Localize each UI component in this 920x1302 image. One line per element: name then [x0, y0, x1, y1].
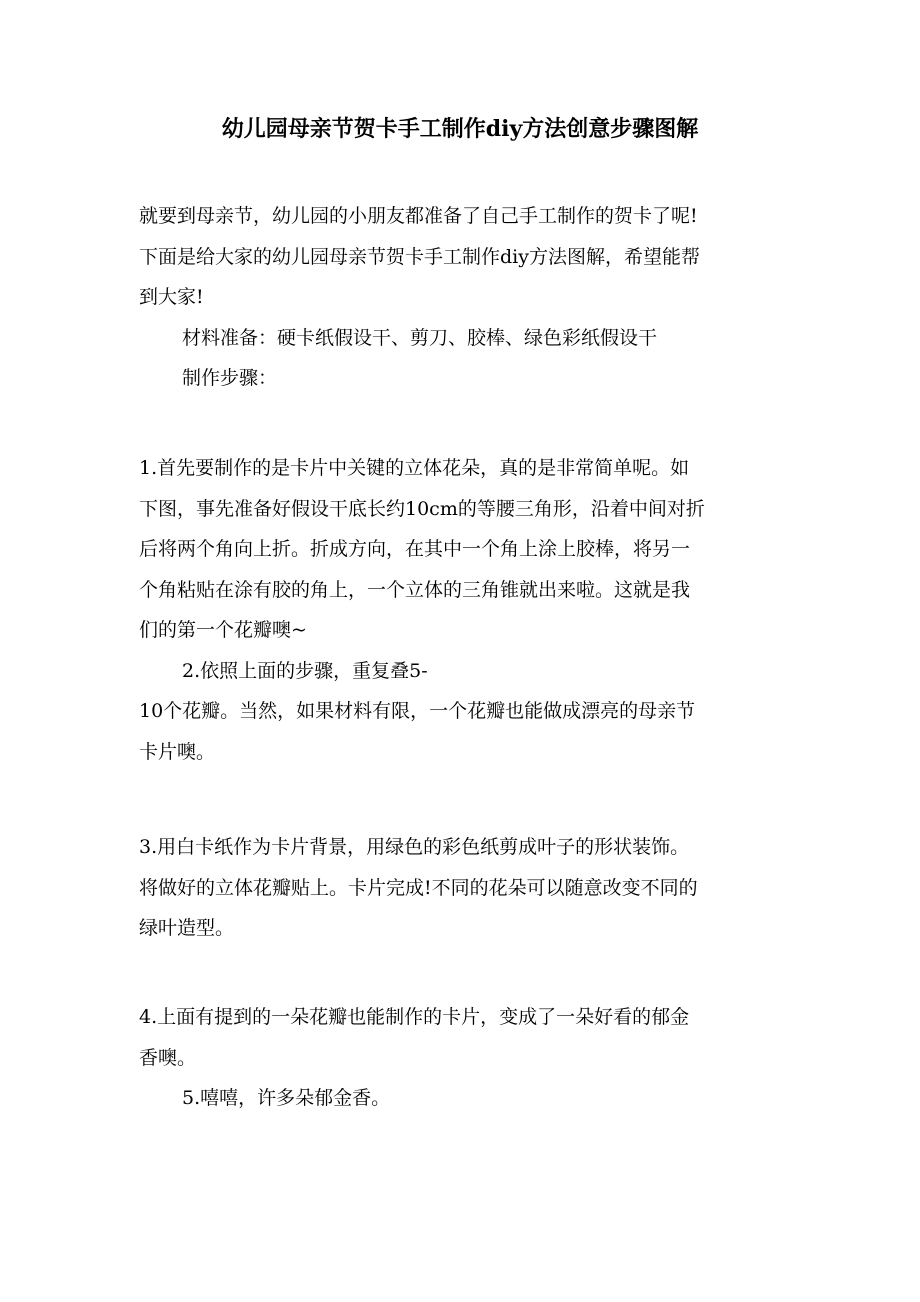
step-3-line: 3.用白卡纸作为卡片背景，用绿色的彩色纸剪成叶子的形状装饰。: [139, 836, 690, 858]
step-4-line: 4.上面有提到的一朵花瓣也能制作的卡片，变成了一朵好看的郁金: [139, 1006, 690, 1028]
intro-line: 到大家!: [139, 286, 204, 308]
step-4-line: 香噢。: [139, 1046, 197, 1069]
step-2-line: 10个花瓣。当然，如果材料有限，一个花瓣也能做成漂亮的母亲节: [139, 700, 696, 722]
steps-heading: 制作步骤：: [182, 367, 278, 389]
step-1-line: 个角粘贴在涂有胶的角上，一个立体的三角锥就出来啦。这就是我: [139, 578, 691, 601]
step-1-paragraph: [139, 448, 779, 772]
step-3-line: 将做好的立体花瓣贴上。卡片完成!不同的花朵可以随意改变不同的: [139, 876, 698, 899]
step-4-paragraph: [139, 997, 779, 1119]
intro-line: 就要到母亲节，幼儿园的小朋友都准备了自己手工制作的贺卡了呢!: [139, 205, 698, 227]
step-1-line: 们的第一个花瓣噢~: [139, 619, 307, 641]
document-title: 幼儿园母亲节贺卡手工制作diy方法创意步骤图解: [221, 116, 699, 142]
intro-paragraph: [139, 196, 779, 399]
intro-line: 下面是给大家的幼儿园母亲节贺卡手工制作diy方法图解，希望能帮: [139, 245, 700, 268]
step-1-line: 后将两个角向上折。折成方向，在其中一个角上涂上胶棒，将另一: [139, 538, 691, 560]
materials-line: 材料准备：硬卡纸假设干、剪刀、胶棒、绿色彩纸假设干: [182, 326, 658, 349]
step-2-line: 卡片噢。: [139, 740, 216, 763]
step-2-line: 2.依照上面的步骤，重复叠5-: [182, 659, 428, 682]
step-5-line: 5.嘻嘻，许多朵郁金香。: [182, 1087, 391, 1109]
step-3-line: 绿叶造型。: [139, 917, 235, 939]
step-1-line: 1.首先要制作的是卡片中关键的立体花朵，真的是非常简单呢。如: [139, 457, 690, 479]
step-3-paragraph: [139, 827, 779, 949]
step-1-line: 下图，事先准备好假设干底长约10cm的等腰三角形，沿着中间对折: [139, 497, 705, 520]
